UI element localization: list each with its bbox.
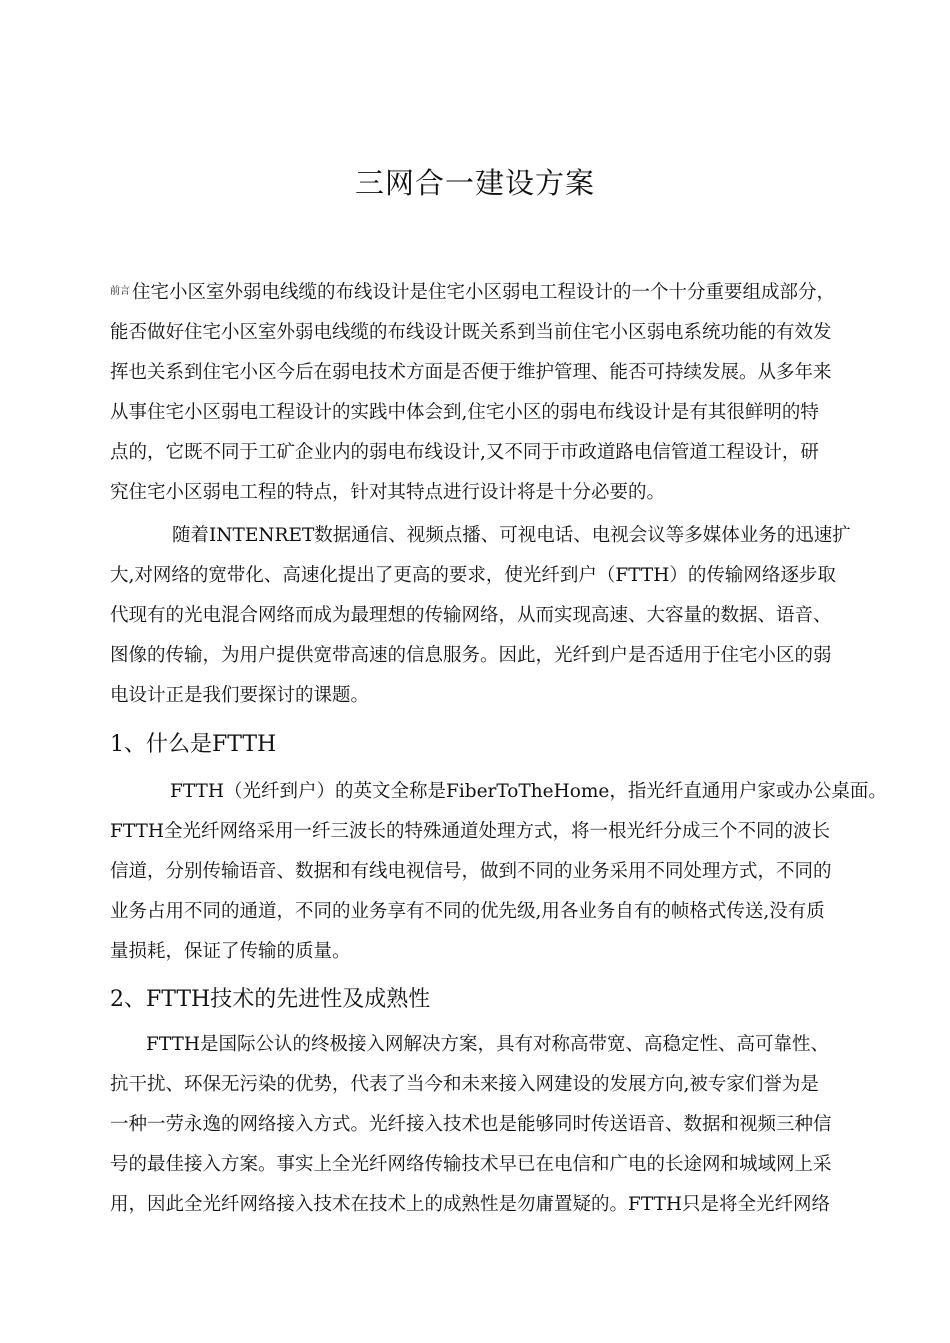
paragraph-line: 究住宅小区弱电工程的特点，针对其特点进行设计将是十分必要的。 bbox=[110, 482, 666, 503]
paragraph-line bbox=[110, 272, 890, 313]
paragraph-line: 用，因此全光纤网络接入技术在技术上的成熟性是勿庸置疑的。FTTH只是将全光纤网络 bbox=[110, 1194, 830, 1215]
paragraph-line: 代现有的光电混合网络而成为最理想的传输网络，从而实现高速、大容量的数据、语音、 bbox=[110, 605, 832, 626]
paragraph-line: 电设计正是我们要探讨的课题。 bbox=[110, 685, 370, 706]
ftth-intro-paragraph bbox=[110, 516, 890, 716]
paragraph-line: 挥也关系到住宅小区今后在弱电技术方面是否便于维护管理、能否可持续发展。从多年来 bbox=[110, 362, 832, 383]
paragraph-line: FTTH全光纤网络采用一纤三波长的特殊通道处理方式，将一根光纤分成三个不同的波长 bbox=[110, 821, 830, 842]
paragraph-line: FTTH是国际公认的终极接入网解决方案，具有对称高带宽、高稳定性、高可靠性、 bbox=[146, 1034, 829, 1055]
section-heading-ftth-maturity: 2、FTTH技术的先进性及成熟性 bbox=[110, 987, 431, 1012]
paragraph-line: 图像的传输，为用户提供宽带高速的信息服务。因此，光纤到户是否适用于住宅小区的弱 bbox=[110, 645, 832, 666]
what-is-ftth-paragraph bbox=[110, 772, 890, 972]
paragraph-line: 信道，分别传输语音、数据和有线电视信号，做到不同的业务采用不同处理方式，不同的 bbox=[110, 861, 832, 882]
line-text: 住宅小区室外弱电线缆的布线设计是住宅小区弱电工程设计的一个十分重要组成部分， bbox=[132, 282, 836, 303]
paragraph-line: 大,对网络的宽带化、高速化提出了更高的要求，使光纤到户（FTTH）的传输网络逐步取 bbox=[110, 565, 836, 586]
intro-paragraph bbox=[110, 272, 890, 513]
paragraph-line: 从事住宅小区弱电工程设计的实践中体会到,住宅小区的弱电布线设计是有其很鲜明的特 bbox=[110, 402, 819, 423]
paragraph-line: 随着INTENRET数据通信、视频点播、可视电话、电视会议等多媒体业务的迅速扩 bbox=[172, 525, 851, 546]
paragraph-line: 业务占用不同的通道，不同的业务享有不同的优先级,用各业务自有的帧格式传送,没有质 bbox=[110, 901, 825, 922]
paragraph-line: 号的最佳接入方案。事实上全光纤网络传输技术早已在电信和广电的长途网和城域网上采 bbox=[110, 1154, 832, 1175]
document-title: 三网合一建设方案 bbox=[354, 166, 595, 200]
paragraph-line: 能否做好住宅小区室外弱电线缆的布线设计既关系到当前住宅小区弱电系统功能的有效发 bbox=[110, 322, 832, 343]
paragraph-line: 点的，它既不同于工矿企业内的弱电布线设计,又不同于市政道路电信管道工程设计，研 bbox=[110, 442, 819, 463]
paragraph-line: 量损耗，保证了传输的质量。 bbox=[110, 941, 351, 962]
ftth-maturity-paragraph bbox=[110, 1025, 890, 1225]
paragraph-line: 一种一劳永逸的网络接入方式。光纤接入技术也是能够同时传送语音、数据和视频三种信 bbox=[110, 1114, 832, 1135]
paragraph-line: 抗干扰、环保无污染的优势，代表了当今和未来接入网建设的发展方向,被专家们誉为是 bbox=[110, 1074, 819, 1095]
section-heading-what-is-ftth: 1、什么是FTTH bbox=[110, 732, 277, 757]
paragraph-line: FTTH（光纤到户）的英文全称是FiberToTheHome，指光纤直通用户家或办公桌面。 bbox=[170, 781, 887, 802]
preface-label: 前言 bbox=[110, 286, 130, 297]
